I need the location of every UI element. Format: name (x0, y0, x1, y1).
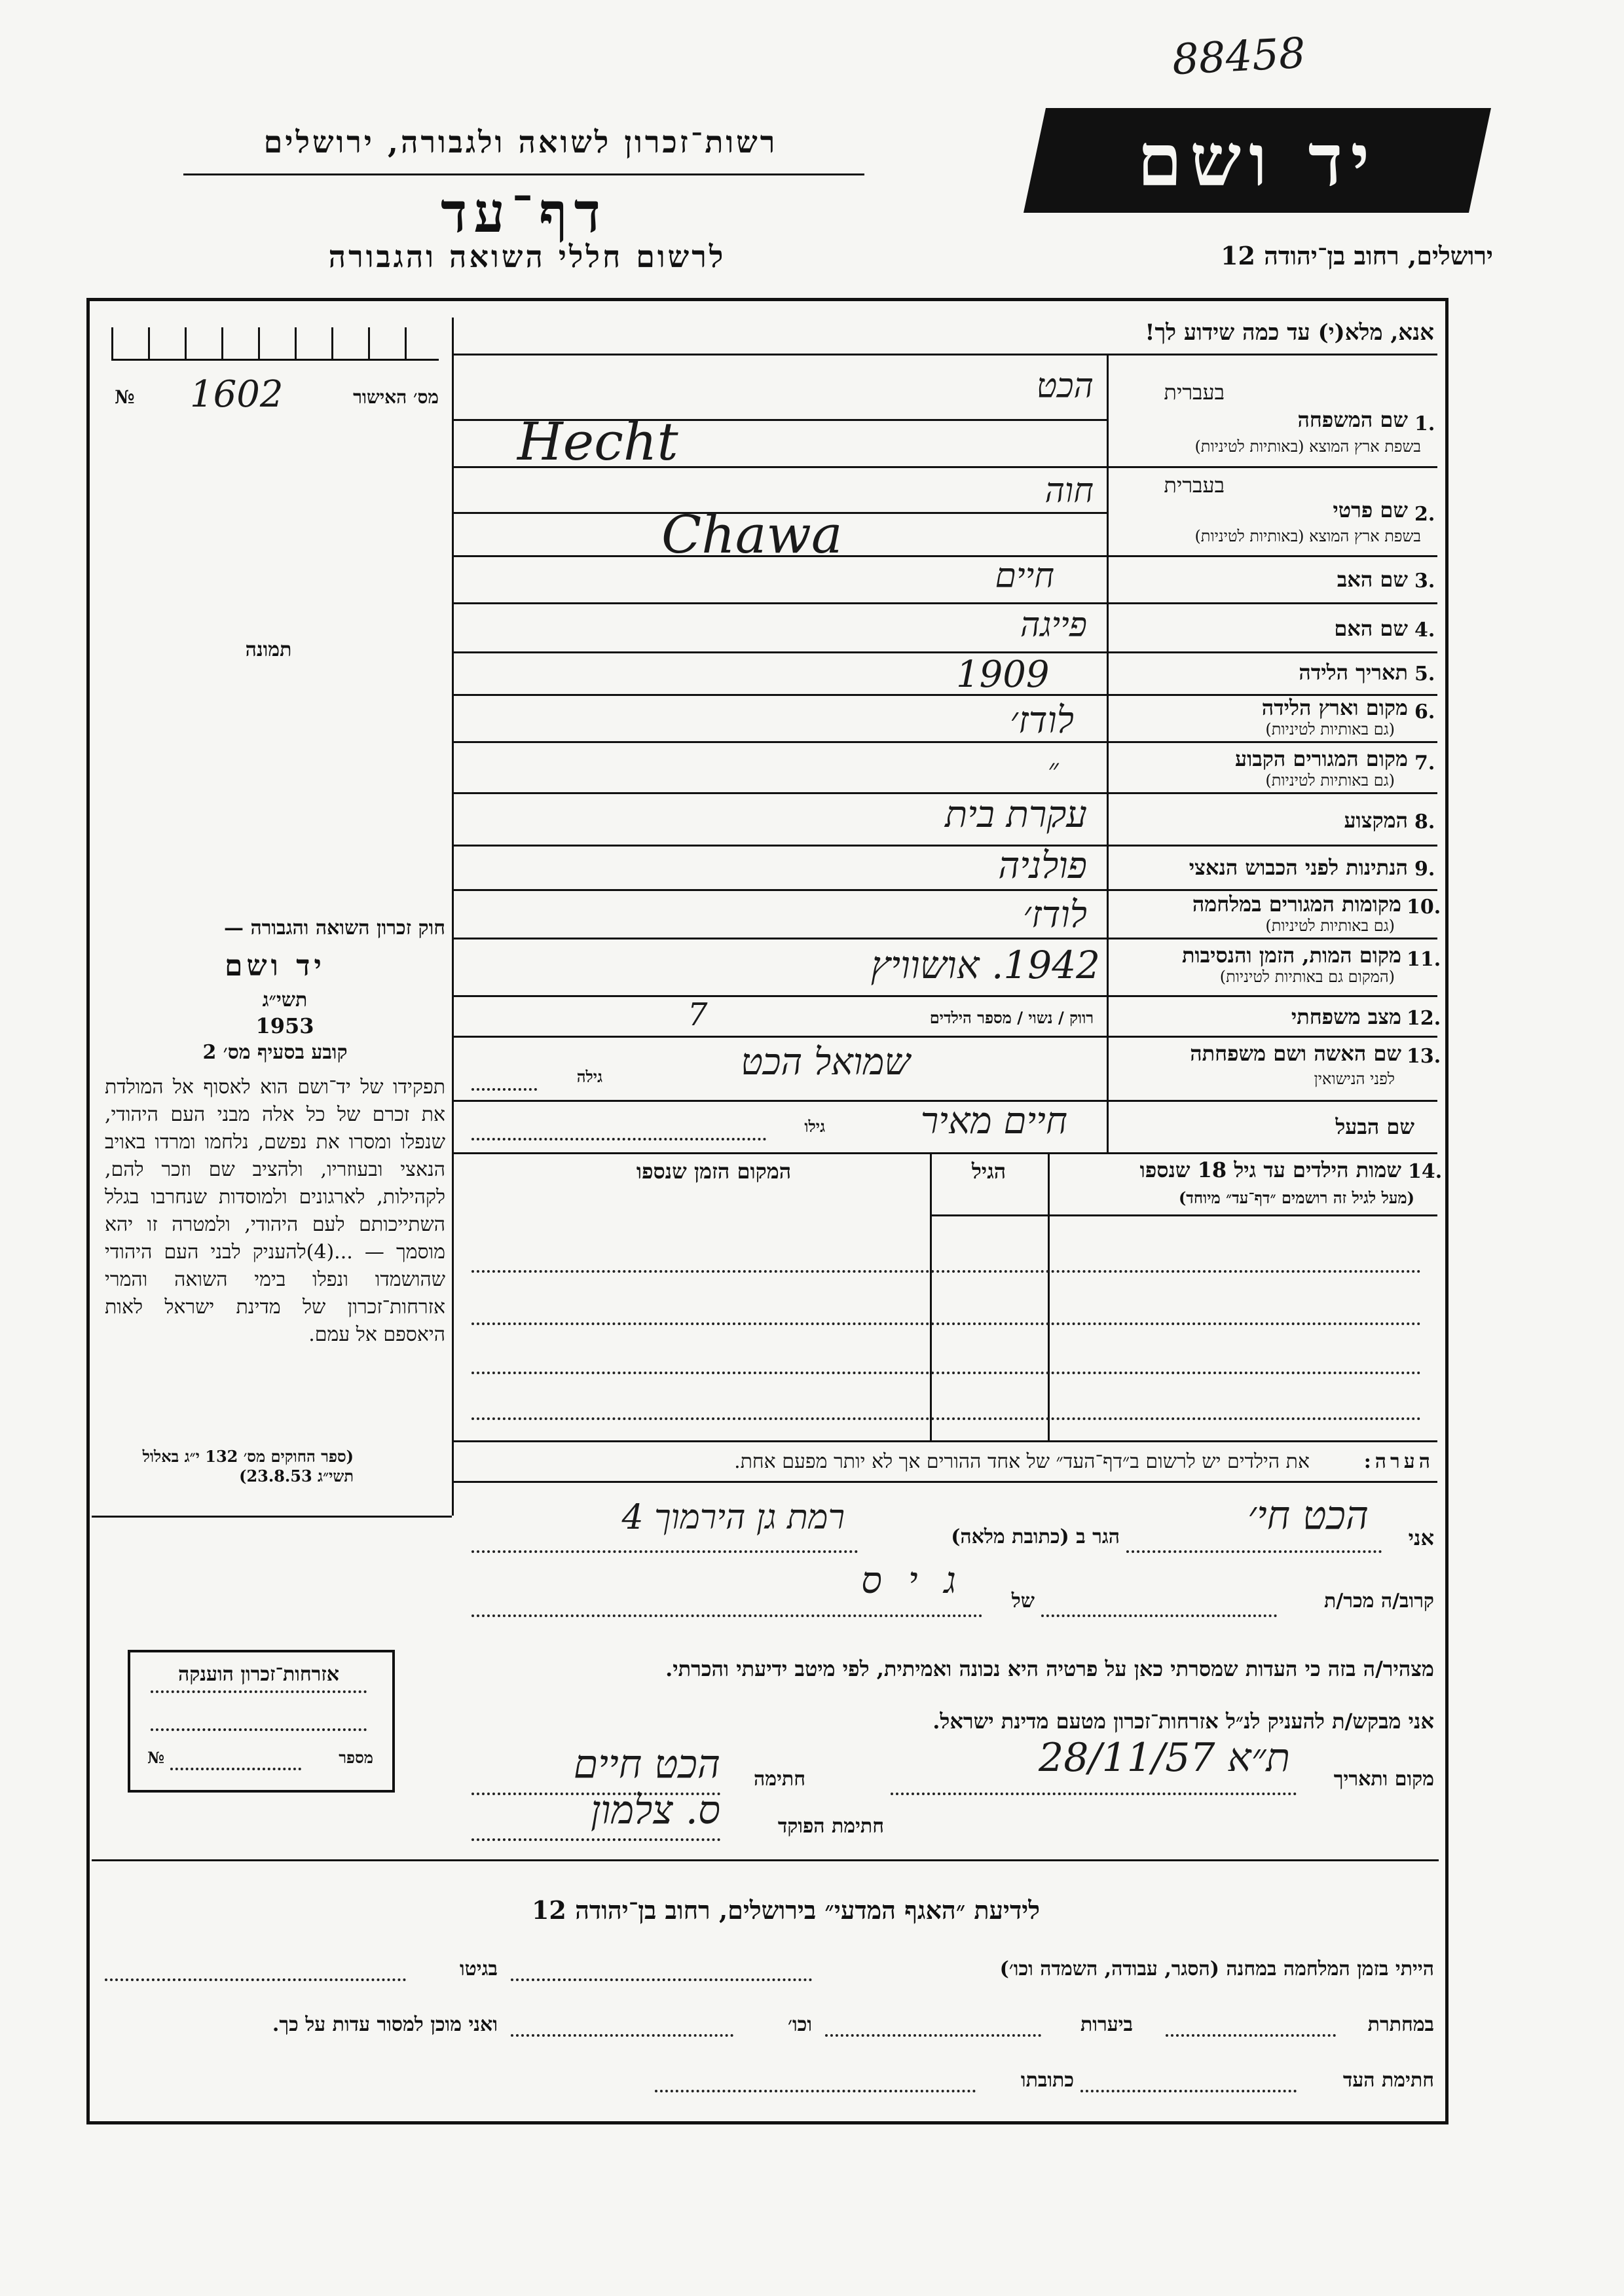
bottom-line1: הייתי בזמן המלחמה במחנה (הסגר, עבודה, השמדה וכו׳) (999, 1958, 1434, 1980)
officer-label: חתימת הפוקד (777, 1815, 884, 1838)
field-3-value: חיים (995, 556, 1054, 596)
field-13-label: שם האשה ושם משפחתה (1190, 1041, 1401, 1066)
bottom-etc-label: וכו׳ (788, 2013, 812, 2036)
field-2-value-latin: Chawa (661, 504, 843, 565)
certificate-prefix: № (147, 1748, 165, 1767)
place-date-label: מקום ותאריך (1333, 1768, 1434, 1791)
signature-value: הכט חיים (573, 1741, 720, 1787)
bottom-forests-fill (825, 2034, 1041, 2037)
children-row-3 (471, 1372, 1421, 1374)
left-column-divider (452, 318, 454, 1516)
field-13-sub: לפני הנישואין (1314, 1070, 1395, 1088)
bottom-etc-fill (511, 2034, 733, 2037)
declarant-relation-label: קרוב/ה מכר/ת (1323, 1590, 1434, 1613)
law-section: קובע בסעיף מס׳ 2 (202, 1041, 348, 1064)
bottom-witness-sig-fill (1080, 2090, 1297, 2092)
field-5-num: 5. (1414, 663, 1435, 685)
husband-age-label: גילו (804, 1117, 825, 1136)
certificate-line-2 (151, 1728, 367, 1731)
declarant-name-value: הכט חי׳ (1247, 1493, 1369, 1539)
form-title: דף־עד (440, 180, 607, 245)
yad-vashem-logo (1024, 108, 1491, 213)
children-col-divider-1 (1048, 1152, 1050, 1440)
declarant-relation-value: גיס (860, 1559, 982, 1602)
instruction: אנא, מלא(י) עד כמה שידוע לך! (1145, 319, 1434, 346)
field-3-num: 3. (1414, 570, 1435, 592)
authority-underline (183, 173, 864, 175)
field-1-value-hebrew: הכט (1036, 367, 1094, 406)
place-date-value: ת״א 28/11/57 (1039, 1735, 1290, 1781)
certificate-number-line (170, 1768, 301, 1770)
children-row-2 (471, 1322, 1421, 1325)
row-rule-12 (452, 1036, 1437, 1038)
form-subtitle: לרשום חללי השואה והגבורה (328, 239, 726, 274)
field-4-label: שם האם (1334, 616, 1408, 641)
row-rule-11 (452, 995, 1437, 997)
field-2-sub: בשפת ארץ המוצא (באותיות לטיניות) (1194, 527, 1421, 545)
children-num: 14. (1408, 1160, 1443, 1183)
bottom-address-fill (655, 2090, 976, 2092)
children-col-age: הגיל (971, 1159, 1006, 1184)
officer-line (471, 1838, 720, 1841)
declarant-relation-line (1041, 1614, 1277, 1617)
row-rule-4 (452, 651, 1437, 653)
field-9-num: 9. (1414, 858, 1435, 881)
remark-label: הערה: (1363, 1450, 1434, 1473)
field-2-num: 2. (1414, 503, 1435, 526)
field-11-sub: (המקום גם באותיות לטיניות) (1219, 968, 1395, 986)
request-text: אני מבקש/ת להעניק לנ״ל אזרחות־זכרון מטעם מדינת ישראל. (932, 1709, 1434, 1734)
field-1-num: 1. (1414, 412, 1435, 435)
certificate-title-line (151, 1690, 367, 1693)
field-5-label: תאריך הלידה (1299, 660, 1408, 685)
field-9-label: הנתינות לפני הכבוש הנאצי (1189, 855, 1408, 880)
row-rule-14 (452, 1152, 1437, 1154)
husband-label: שם הבעל (1335, 1114, 1414, 1139)
remark-top-rule (452, 1440, 1437, 1442)
reference-prefix: № (115, 386, 135, 408)
instruction-rule (452, 354, 1437, 355)
field-6-sub: (גם באותיות לטיניות) (1265, 720, 1395, 738)
field-12-value: 7 (688, 996, 708, 1033)
field-2-hebrew-tag: בעברית (1164, 473, 1225, 498)
place-date-line (891, 1793, 1297, 1795)
bottom-ghetto-label: בגיטו (459, 1958, 498, 1980)
declarant-of-line (471, 1614, 982, 1617)
bottom-partisans-label: במחתרת (1367, 2013, 1434, 2036)
field-2-label: שם פרטי (1333, 498, 1408, 522)
field-10-num: 10. (1407, 896, 1441, 919)
field-4-value: פייגה (1020, 606, 1087, 645)
archive-number: 88458 (1171, 29, 1307, 85)
declarant-address-line (471, 1550, 858, 1553)
field-11-num: 11. (1407, 948, 1441, 971)
children-row-1 (471, 1270, 1421, 1273)
field-6-label: מקום וארץ הלידה (1261, 695, 1408, 720)
row-rule-3 (452, 602, 1437, 604)
fields-divider (1107, 354, 1109, 1152)
field-8-num: 8. (1414, 811, 1435, 833)
field-9-value: פולניה (998, 845, 1087, 887)
field-12-num: 12. (1407, 1007, 1441, 1030)
law-citation: (ספר החוקים מס׳ 132 י״ג באלול תשי״ג 23.8.53) (142, 1447, 354, 1485)
field-6-value: לודז׳ (1010, 699, 1074, 742)
field-13-value: שמואל הכט (741, 1041, 910, 1084)
field-2-value-hebrew: חוה (1044, 471, 1094, 511)
row-rule-9 (452, 889, 1437, 891)
field-7-num: 7. (1414, 752, 1435, 774)
declaration-text: מצהיר/ה בזה כי העדות שמסרתי כאן על פרטיה היא נכונה ואמיתית, לפי מיטב ידיעתי והכרתי. (665, 1656, 1434, 1681)
bottom-witness-sig-label: חתימת העד (1342, 2069, 1434, 2092)
header-address: ירושלים, רחוב בן־יהודה 12 (1221, 241, 1493, 270)
law-year-heb: תשי״ג (262, 989, 308, 1011)
husband-value: חיים מאיר (920, 1100, 1067, 1142)
children-col-divider-2 (930, 1152, 932, 1440)
children-note: (מעל לגיל זה רושמים ״דף־עד״ מיוחד) (1178, 1188, 1414, 1207)
left-bottom-rule (92, 1516, 452, 1518)
field-1-label: שם המשפחה (1297, 407, 1408, 432)
field-1-hebrew-tag: בעברית (1164, 380, 1225, 405)
bottom-address-label: כתובתו (1020, 2069, 1074, 2092)
bottom-partisans-fill (1166, 2034, 1336, 2037)
field-12-options: רווק / נשוי / מספר הילדים (929, 1008, 1094, 1027)
officer-value: ס. צלמון (591, 1787, 720, 1833)
field-11-value: 1942. אושוויץ (870, 943, 1100, 987)
field-11-label: מקום המות, הזמן והנסיבות (1181, 943, 1401, 968)
field-1-value-latin: Hecht (517, 411, 678, 472)
children-col-place: המקום הזמן שנספו (636, 1159, 792, 1184)
field-8-label: המקצוע (1344, 808, 1408, 833)
field-7-value: ״ (1048, 753, 1059, 786)
field-5-value: 1909 (956, 653, 1050, 696)
certificate-title: אזרחות־זכרון הוענקה (177, 1663, 340, 1686)
reference-label: מס׳ האישור (353, 386, 439, 408)
field-3-label: שם האב (1337, 567, 1408, 592)
children-heading: שמות הילדים עד גיל 18 שנספו (1139, 1157, 1401, 1182)
bottom-section-rule (92, 1859, 1439, 1861)
bottom-line1-fill (511, 1978, 812, 1981)
declarant-address-value: רמת גן הירמוך 4 (621, 1498, 845, 1537)
declarant-residing-label: הגר ב (כתובת מלאה) (951, 1525, 1120, 1548)
law-title: חוק זכרון השואה והגבורה — (224, 917, 445, 939)
bottom-ghetto-fill (105, 1978, 406, 1981)
bottom-forests-label: ביערות (1080, 2013, 1133, 2036)
declarant-of-label: של (1011, 1590, 1035, 1613)
field-1-sub: בשפת ארץ המוצא (באותיות לטיניות) (1194, 437, 1421, 456)
certificate-number-label: מספר (339, 1748, 373, 1767)
field-7-label: מקום המגורים הקבוע (1235, 746, 1408, 771)
field-7-sub: (גם באותיות לטיניות) (1265, 771, 1395, 790)
field-8-value: עקרת בית (945, 793, 1087, 836)
authority-line: רשות־זכרון לשואה ולגבורה, ירושלים (263, 124, 778, 160)
row-rule-10 (452, 938, 1437, 939)
law-logo: יד ושם (225, 949, 325, 983)
field-4-num: 4. (1414, 619, 1435, 642)
field-13-age-line (471, 1088, 537, 1091)
field-12-label: מצב משפחתי (1291, 1004, 1401, 1029)
field-10-sub: (גם באותיות לטיניות) (1265, 917, 1395, 935)
law-body: תפקידו של יד־ושם הוא לאסוף אל המולדת את זכרם של כל אלה מבני העם היהודי, שנפלו ומסרו את נפשם, נלחמו ומרדו באויב הנאצי ובעוזריו, ולהציב שם וזכר להם, לקהילות, לארגונים ולמוסדות שנחרבו בגלל השתייכותם לעם היהודי, ולמטרה זו יהא מוסמך — ...(4)להעניק לבני העם היהודי שהושמדו ונפלו בימי השואה והמרי אזרחות־זכרון של מדינת ישראל לאות היאספם אל עמם. (105, 1076, 446, 1346)
law-year: 1953 (255, 1013, 314, 1038)
field-10-value: לודז׳ (1023, 894, 1087, 936)
photo-label: תמונה (245, 638, 292, 661)
reference-value: 1602 (190, 373, 284, 416)
logo-text: יד ושם (1137, 118, 1378, 202)
declarant-i-label: אני (1408, 1525, 1434, 1550)
field-13-age-label: גילה (576, 1067, 602, 1086)
signature-label: חתימה (754, 1768, 805, 1791)
bottom-ready-label: ואני מוכן למסור עדות על כך. (272, 2013, 498, 2036)
reference-ticks (111, 327, 439, 361)
remark-text: את הילדים יש לרשום ב״דף־העד״ של אחד ההורים אך לא יותר מפעם אחת. (734, 1450, 1310, 1473)
children-row-4 (471, 1417, 1421, 1420)
declarant-name-line (1126, 1550, 1382, 1553)
children-header-rule (930, 1214, 1437, 1216)
field-13-num: 13. (1407, 1045, 1441, 1068)
bottom-heading: לידיעת ״האגף המדעי״ בירושלים, רחוב בן־יהודה 12 (531, 1895, 1041, 1925)
field-10-label: מקומות המגורים במלחמה (1192, 892, 1401, 917)
husband-age-line (471, 1138, 766, 1140)
field-6-num: 6. (1414, 701, 1435, 723)
remark-bottom-rule (452, 1481, 1437, 1483)
